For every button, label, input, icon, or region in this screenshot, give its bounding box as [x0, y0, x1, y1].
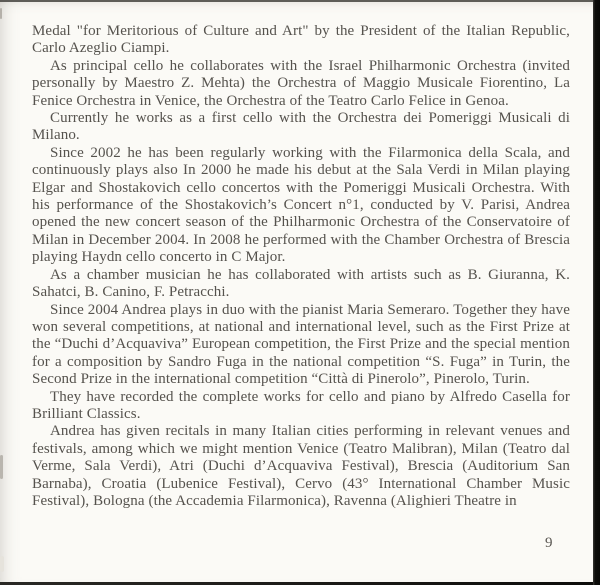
body-paragraph: As a chamber musician he has collaborated with artists such as B. Giuranna, K. Sahatci, B. Canino, F. Petracchi.	[32, 266, 570, 301]
body-paragraph: Since 2004 Andrea plays in duo with the pianist Maria Semeraro. Together they have won several competitions, at national and international level, such as the First Prize at the “Duchi d’Acquaviva” European competition, the First Prize and the special mention for a composition by Sandro Fuga in the national competition “S. Fuga” in Turin, the Second Prize in the international competition “Città di Pinerolo”, Pinerolo, Turin.	[32, 301, 570, 388]
scan-artifact-mark	[0, 556, 4, 572]
scan-artifact-mark	[0, 8, 2, 19]
scan-artifact-mark	[0, 455, 3, 479]
biography-text	[32, 23, 570, 510]
body-paragraph: Medal "for Meritorious of Culture and Art" by the President of the Italian Republic, Carlo Azeglio Ciampi.	[32, 23, 570, 57]
body-paragraph: Since 2002 he has been regularly working with the Filarmonica della Scala, and continuously plays also In 2000 he made his debut at the Sala Verdi in Milan playing Elgar and Shostakovich cello concertos with the Pomeriggi Musicali Orchestra. With his performance of the Shostakovich’s Concert n°1, conducted by V. Parisi, Andrea opened the new concert season of the Philharmonic Orchestra of the Conservatoire of Milan in December 2004. In 2008 he performed with the Chamber Orchestra of Brescia playing Haydn cello concerto in C Major.	[32, 144, 570, 266]
page-number: 9	[545, 535, 553, 551]
body-paragraph: They have recorded the complete works for cello and piano by Alfredo Casella for Brilliant Classics.	[32, 388, 570, 422]
body-paragraph: As principal cello he collaborates with the Israel Philharmonic Orchestra (invited personally by Maestro Z. Mehta) the Orchestra of Maggio Musicale Fiorentino, La Fenice Orchestra in Venice, the Orchestra of the Teatro Carlo Felice in Genoa.	[32, 57, 570, 109]
body-paragraph: Currently he works as a first cello with the Orchestra dei Pomeriggi Musicali di Milano.	[32, 110, 570, 144]
body-paragraph: Andrea has given recitals in many Italian cities performing in relevant venues and festivals, among which we might mention Venice (Teatro Malibran), Milan (Teatro dal Verme, Sala Verdi), Atri (Duchi d’Acquaviva Festival), Brescia (Auditorium San Barnaba), Croatia (Lubenice Festival), Cervo (43° International Chamber Music Festival), Bologna (the Accademia Filarmonica), Ravenna (Alighieri Theatre in	[32, 423, 570, 509]
scan-edge-top	[0, 0, 600, 2]
scan-edge-right	[593, 0, 600, 585]
